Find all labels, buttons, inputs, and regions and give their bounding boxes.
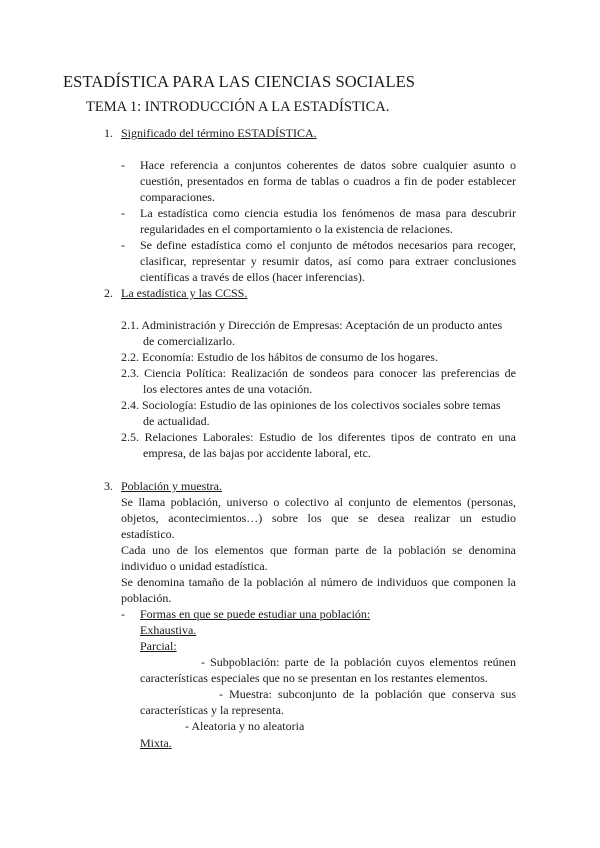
s2-item-2 xyxy=(121,349,516,365)
s3-p3-line-1: Se denomina tamaño de la población al número de individuos que componen la xyxy=(121,575,516,589)
s3-p3-line-2: población. xyxy=(121,591,172,605)
bullet-3-line-2: clasificar, representar y resumir datos, así como para extraer conclusiones xyxy=(140,254,516,268)
subpoblacion-line-1: - Subpoblación: parte de la población cuyos elementos reúnen xyxy=(201,655,516,669)
section-1-number: 1. xyxy=(104,126,113,140)
bullet-1 xyxy=(140,157,516,205)
muestra-line-1: - Muestra: subconjunto de la población que conserva sus xyxy=(219,687,516,701)
bullet-3-line-1: Se define estadística como el conjunto de métodos necesarios para recoger, xyxy=(140,238,516,252)
section-3-heading: Población y muestra. xyxy=(121,479,222,493)
s2-item-2-line-1: 2.2. Economía: Estudio de los hábitos de consumo de los hogares. xyxy=(121,350,438,364)
formas-heading: Formas en que se puede estudiar una población: xyxy=(140,607,371,621)
s3-paragraph-1 xyxy=(121,494,516,542)
s3-p1-line-3: estadístico. xyxy=(121,527,175,541)
bullet-dash: - xyxy=(121,206,125,220)
bullet-2-line-2: regularidades en el comportamiento o la existencia de relaciones. xyxy=(140,222,453,236)
s2-item-5 xyxy=(121,429,516,461)
bullet-3 xyxy=(140,237,516,285)
s2-item-5-line-2: empresa, de las bajas por accidente laboral, etc. xyxy=(143,446,371,460)
s2-item-4-line-2: de actualidad. xyxy=(143,414,210,428)
bullet-2 xyxy=(140,205,516,237)
s2-item-1-line-2: de comercializarlo. xyxy=(143,334,235,348)
aleatoria-item: - Aleatoria y no aleatoria xyxy=(185,719,305,733)
s3-p1-line-1: Se llama población, universo o colectivo al conjunto de elementos (personas, xyxy=(121,495,516,509)
bullet-1-line-1: Hace referencia a conjuntos coherentes de datos sobre cualquier asunto o xyxy=(140,158,516,172)
s3-paragraph-2 xyxy=(121,542,516,574)
mixta-label: Mixta. xyxy=(140,736,172,750)
bullet-3-line-3: científicas a través de ellos (hacer inferencias). xyxy=(140,270,365,284)
document-title: ESTADÍSTICA PARA LAS CIENCIAS SOCIALES xyxy=(63,72,416,91)
bullet-1-line-2: cuestión, presentados en forma de tablas o cuadros a fin de poder establecer xyxy=(140,174,516,188)
exhaustiva-label: Exhaustiva. xyxy=(140,623,197,637)
s3-p2-line-2: individuo o unidad estadística. xyxy=(121,559,268,573)
s2-item-1-line-1: 2.1. Administración y Dirección de Empresas: Aceptación de un producto antes xyxy=(121,318,503,332)
s2-item-5-line-1: 2.5. Relaciones Laborales: Estudio de los diferentes tipos de contrato en una xyxy=(121,430,516,444)
bullet-dash: - xyxy=(121,238,125,252)
s2-item-4-line-1: 2.4. Sociología: Estudio de las opiniones de los colectivos sociales sobre temas xyxy=(121,398,501,412)
subpoblacion-definition xyxy=(140,654,516,686)
s2-item-3-line-1: 2.3. Ciencia Política: Realización de sondeos para conocer las preferencias de xyxy=(121,366,516,380)
section-2-heading: La estadística y las CCSS. xyxy=(121,286,248,300)
section-1-heading: Significado del término ESTADÍSTICA. xyxy=(121,126,317,140)
topic-title: TEMA 1: INTRODUCCIÓN A LA ESTADÍSTICA. xyxy=(86,99,390,115)
bullet-1-line-3: comparaciones. xyxy=(140,190,215,204)
s3-paragraph-3 xyxy=(121,574,516,606)
muestra-line-2: características y la representa. xyxy=(140,703,284,717)
s3-p2-line-1: Cada uno de los elementos que forman parte de la población se denomina xyxy=(121,543,516,557)
s2-item-1 xyxy=(121,317,516,349)
s3-p1-line-2: objetos, acontecimientos…) sobre los que se desea realizar un estudio xyxy=(121,511,516,525)
s2-item-3-line-2: los electores antes de una votación. xyxy=(143,382,313,396)
section-3-number: 3. xyxy=(104,479,113,493)
s2-item-3 xyxy=(121,365,516,397)
muestra-definition xyxy=(140,686,516,718)
bullet-2-line-1: La estadística como ciencia estudia los fenómenos de masa para descubrir xyxy=(140,206,516,220)
section-2-number: 2. xyxy=(104,286,113,300)
bullet-dash: - xyxy=(121,158,125,172)
subpoblacion-line-2: características especiales que no se presentan en los restantes elementos. xyxy=(140,671,488,685)
bullet-dash: - xyxy=(121,607,125,621)
s2-item-4 xyxy=(121,397,516,429)
parcial-label: Parcial: xyxy=(140,639,177,653)
